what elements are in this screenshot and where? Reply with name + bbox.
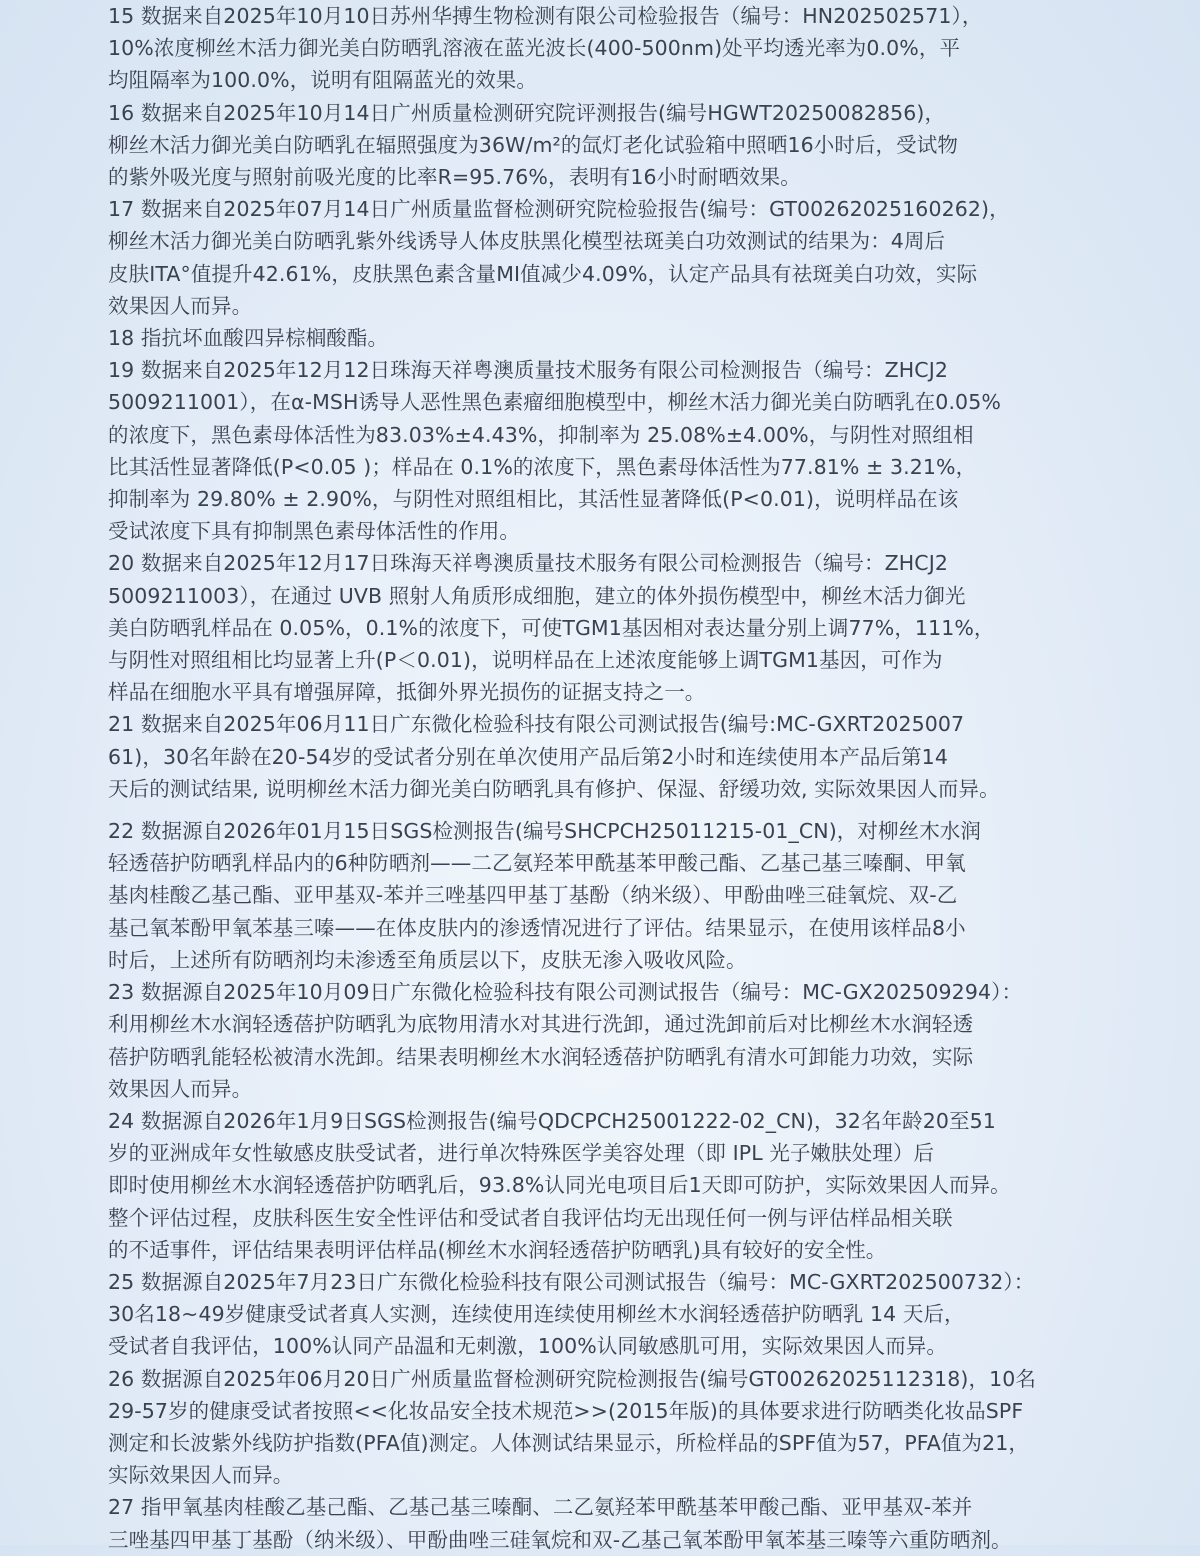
footnote-line: 蓓护防晒乳能轻松被清水洗卸。结果表明柳丝木水润轻透蓓护防晒乳有清水可卸能力功效，实际: [108, 1044, 974, 1069]
footnote-line: 实际效果因人而异。: [108, 1463, 294, 1488]
footnote-19: [108, 354, 1168, 547]
footnote-line: 测定和长波紫外线防护指数(PFA值)测定。人体测试结果显示，所检样品的SPF值为57，PFA值为21，: [108, 1430, 1030, 1455]
footnote-line: 三唑基四甲基丁基酚（纳米级）、甲酚曲唑三硅氧烷和双-乙基己氧苯酚甲氧苯基三嗪等六重防晒剂。: [108, 1527, 1012, 1552]
footnote-line: 岁的亚洲成年女性敏感皮肤受试者，进行单次特殊医学美容处理（即 IPL 光子嫩肤处理）后: [108, 1141, 935, 1166]
footnote-line: 5009211001），在α-MSH诱导人恶性黑色素瘤细胞模型中，柳丝木活力御光美白防晒乳在0.05%: [108, 390, 1001, 415]
footnote-line: 26 数据源自2025年06月20日广州质量监督检测研究院检测报告(编号GT00262025112318)，10名: [108, 1366, 1036, 1391]
footnote-16: [108, 97, 1168, 194]
footnote-line: 基肉桂酸乙基己酯、亚甲基双-苯并三唑基四甲基丁基酚（纳米级）、甲酚曲唑三硅氧烷、双-乙: [108, 883, 958, 908]
footnote-line: 受试浓度下具有抑制黑色素母体活性的作用。: [108, 519, 520, 544]
footnote-line: 的浓度下，黑色素母体活性为83.03%±4.43%，抑制率为 25.08%±4.00%，与阴性对照组相: [108, 422, 974, 447]
footnote-line: 轻透蓓护防晒乳样品内的6种防晒剂——二乙氨羟苯甲酰基苯甲酸己酯、乙基己基三嗪酮、甲氧: [108, 851, 966, 876]
footnote-line: 与阴性对照组相比均显著上升(P＜0.01)，说明样品在上述浓度能够上调TGM1基因，可作为: [108, 648, 943, 673]
footnote-line: 15 数据来自2025年10月10日苏州华搏生物检测有限公司检验报告（编号：HN202502571），: [108, 4, 983, 28]
footnote-line: 即时使用柳丝木水润轻透蓓护防晒乳后，93.8%认同光电项目后1天即可防护，实际效果因人而异。: [108, 1173, 1011, 1198]
footnote-18: [108, 322, 1168, 354]
footnote-27: [108, 1491, 1168, 1555]
footnote-line: 比其活性显著降低(P<0.05 )；样品在 0.1%的浓度下，黑色素母体活性为77.81% ± 3.21%，: [108, 454, 977, 479]
footnote-line: 皮肤ITA°值提升42.61%，皮肤黑色素含量MI值减少4.09%，认定产品具有祛斑美白功效，实际: [108, 261, 978, 286]
footnote-line: 效果因人而异。: [108, 1076, 253, 1101]
footnote-line: 柳丝木活力御光美白防晒乳在辐照强度为36W/m²的氙灯老化试验箱中照晒16小时后，受试物: [108, 132, 958, 157]
footnote-line: 29-57岁的健康受试者按照<<化妆品安全技术规范>>(2015年版)的具体要求进行防晒类化妆品SPF: [108, 1398, 1024, 1423]
footnote-line: 61)，30名年龄在20-54岁的受试者分别在单次使用产品后第2小时和连续使用本产品后第14: [108, 744, 948, 769]
footnote-24: [108, 1105, 1168, 1266]
footnote-25: [108, 1266, 1168, 1363]
footnote-21: [108, 708, 1168, 805]
footnote-line: 的不适事件，评估结果表明评估样品(柳丝木水润轻透蓓护防晒乳)具有较好的安全性。: [108, 1237, 887, 1262]
footnote-line: 基己氧苯酚甲氧苯基三嗪——在体皮肤内的渗透情况进行了评估。结果显示，在使用该样品8小: [108, 915, 966, 940]
footnote-23: [108, 976, 1168, 1105]
footnote-22: [108, 815, 1168, 976]
footnote-line: 17 数据来自2025年07月14日广州质量监督检测研究院检验报告(编号：GT00262025160262)，: [108, 197, 1010, 222]
footnote-line: 的紫外吸光度与照射前吸光度的比率R=95.76%，表明有16小时耐晒效果。: [108, 165, 801, 190]
footnote-line: 利用柳丝木水润轻透蓓护防晒乳为底物用清水对其进行洗卸，通过洗卸前后对比柳丝木水润轻透: [108, 1012, 974, 1037]
footnotes-list: [108, 0, 1168, 1556]
footnote-line: 25 数据源自2025年7月23日广东微化检验科技有限公司测试报告（编号：MC-GXRT202500732）：: [108, 1269, 1035, 1294]
footnote-line: 天后的测试结果, 说明柳丝木活力御光美白防晒乳具有修护、保湿、舒缓功效, 实际效果因人而异。: [108, 776, 1000, 801]
footnote-line: 抑制率为 29.80% ± 2.90%，与阴性对照组相比，其活性显著降低(P<0.01)，说明样品在该: [108, 487, 959, 512]
footnote-line: 19 数据来自2025年12月12日珠海天祥粤澳质量技术服务有限公司检测报告（编号：ZHCJ2: [108, 358, 949, 383]
footnote-line: 16 数据来自2025年10月14日广州质量检测研究院评测报告(编号HGWT20250082856)，: [108, 100, 946, 125]
footnote-line: 18 指抗坏血酸四异棕榈酸酯。: [108, 326, 389, 351]
footnote-line: 5009211003），在通过 UVB 照射人角质形成细胞，建立的体外损伤模型中，柳丝木活力御光: [108, 583, 966, 608]
footnote-line: 22 数据源自2026年01月15日SGS检测报告(编号SHCPCH25011215-01_CN)，对柳丝木水润: [108, 819, 982, 844]
footnote-20: [108, 547, 1168, 708]
footnote-15: [108, 0, 1168, 97]
footnote-17: [108, 193, 1168, 322]
footnote-line: 23 数据源自2025年10月09日广东微化检验科技有限公司测试报告（编号：MC-GX202509294）：: [108, 980, 1023, 1005]
footnote-line: 30名18~49岁健康受试者真人实测，连续使用连续使用柳丝木水润轻透蓓护防晒乳 14 天后，: [108, 1302, 965, 1327]
footnote-26: [108, 1363, 1168, 1492]
footnote-line: 整个评估过程，皮肤科医生安全性评估和受试者自我评估均无出现任何一例与评估样品相关联: [108, 1205, 953, 1230]
footnote-line: 均阻隔率为100.0%，说明有阻隔蓝光的效果。: [108, 68, 537, 93]
footnote-line: 受试者自我评估，100%认同产品温和无刺激，100%认同敏感肌可用，实际效果因人而异。: [108, 1334, 948, 1359]
footnote-line: 样品在细胞水平具有增强屏障，抵御外界光损伤的证据支持之一。: [108, 680, 706, 705]
footnote-line: 效果因人而异。: [108, 293, 253, 318]
footnote-line: 24 数据源自2026年1月9日SGS检测报告(编号QDCPCH25001222-02_CN)，32名年龄20至51: [108, 1108, 996, 1133]
footnote-line: 柳丝木活力御光美白防晒乳紫外线诱导人体皮肤黑化模型祛斑美白功效测试的结果为：4周后: [108, 229, 946, 254]
footnote-line: 21 数据来自2025年06月11日广东微化检验科技有限公司测试报告(编号:MC-GXRT2025007: [108, 712, 965, 737]
footnote-line: 时后，上述所有防晒剂均未渗透至角质层以下，皮肤无渗入吸收风险。: [108, 947, 747, 972]
footnote-line: 27 指甲氧基肉桂酸乙基己酯、乙基己基三嗪酮、二乙氨羟苯甲酰基苯甲酸己酯、亚甲基双-苯并: [108, 1495, 973, 1520]
footnote-line: 10%浓度柳丝木活力御光美白防晒乳溶液在蓝光波长(400-500nm)处平均透光率为0.0%，平: [108, 36, 961, 61]
footnote-line: 美白防晒乳样品在 0.05%，0.1%的浓度下，可使TGM1基因相对表达量分别上调77%，111%，: [108, 615, 995, 640]
footnote-line: 20 数据来自2025年12月17日珠海天祥粤澳质量技术服务有限公司检测报告（编号：ZHCJ2: [108, 551, 949, 576]
